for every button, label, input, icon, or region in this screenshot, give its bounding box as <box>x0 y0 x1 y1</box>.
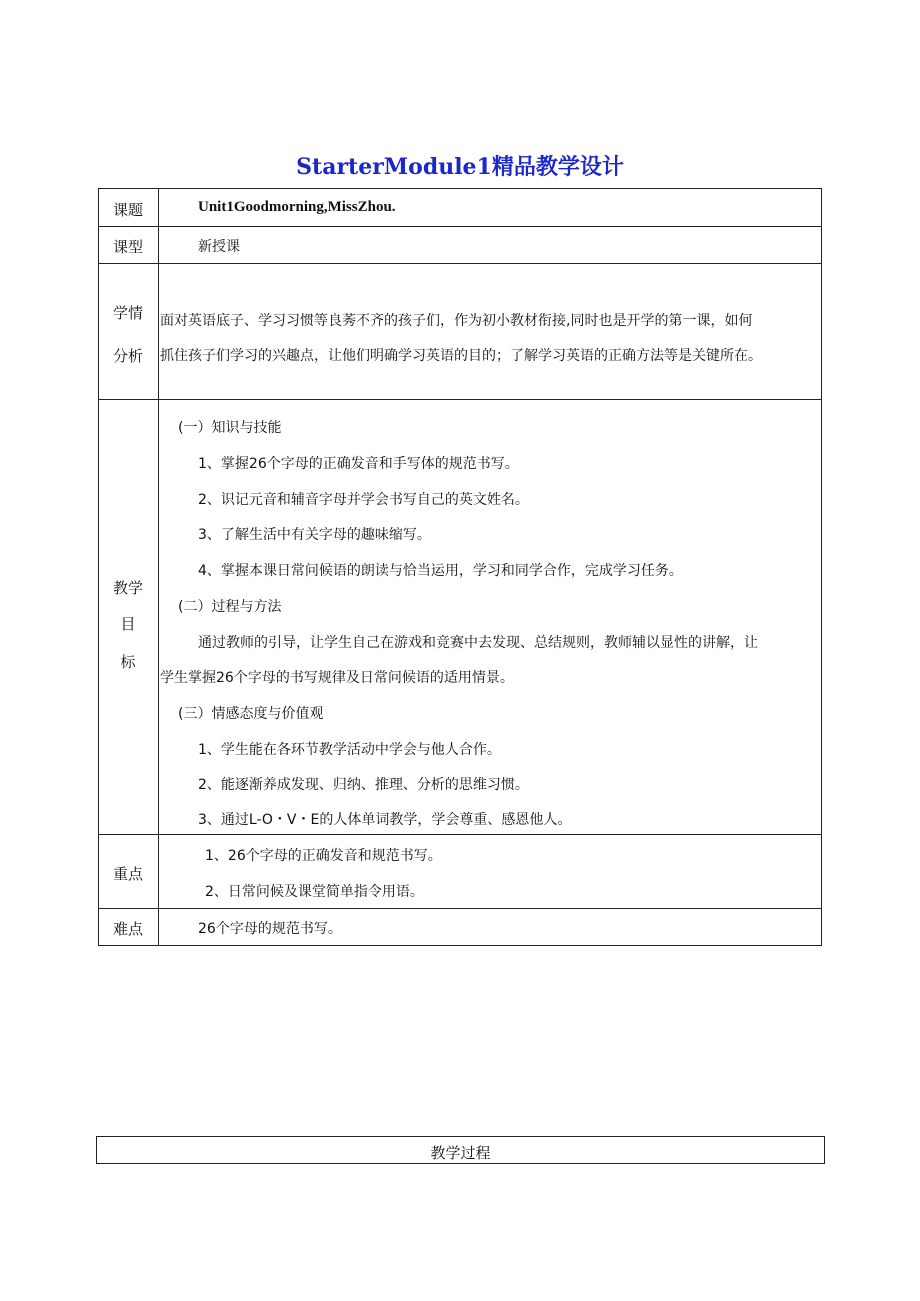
row-divider <box>98 908 822 909</box>
type-label: 课型 <box>112 238 143 256</box>
analysis-line2: 抓住孩子们学习的兴趣点，让他们明确学习英语的目的；了解学习英语的正确方法等是关键所在。 <box>160 348 762 364</box>
goals-process-line2: 学生掌握26个字母的书写规律及日常问候语的适用情景。 <box>160 670 514 686</box>
goals-knowledge-3: 3、了解生活中有关字母的趣味缩写。 <box>198 527 431 543</box>
topic-value: Unit1Goodmorning,MissZhou. <box>198 199 396 215</box>
key-line1: 1、26个字母的正确发音和规范书写。 <box>205 848 442 864</box>
goals-label-line1: 教学 <box>112 579 143 597</box>
column-divider <box>158 188 159 946</box>
goals-knowledge-2: 2、识记元音和辅音字母并学会书写自己的英文姓名。 <box>198 492 529 508</box>
goals-heading-process: (二）过程与方法 <box>178 599 282 615</box>
goals-attitude-3: 3、通过L-O・V・E的人体单词教学，学会尊重、感恩他人。 <box>198 812 572 828</box>
key-line2: 2、日常问候及课堂简单指令用语。 <box>205 884 424 900</box>
key-label: 重点 <box>112 865 143 883</box>
analysis-label-line1: 学情 <box>112 304 143 322</box>
goals-attitude-1: 1、学生能在各环节教学活动中学会与他人合作。 <box>198 742 501 758</box>
topic-label: 课题 <box>112 201 143 219</box>
row-divider <box>98 834 822 835</box>
goals-knowledge-1: 1、掌握26个字母的正确发音和手写体的规范书写。 <box>198 456 519 472</box>
goals-heading-knowledge: (一）知识与技能 <box>178 420 282 436</box>
difficulty-value: 26个字母的规范书写。 <box>198 921 342 937</box>
analysis-label-line2: 分析 <box>112 347 143 365</box>
row-divider <box>98 399 822 400</box>
goals-label-line3: 标 <box>120 653 136 671</box>
goals-label-line2: 目 <box>120 615 136 633</box>
goals-knowledge-4: 4、掌握本课日常问候语的朗读与恰当运用，学习和同学合作，完成学习任务。 <box>198 563 683 579</box>
goals-process-line1: 通过教师的引导，让学生自己在游戏和竞赛中去发现、总结规则，教师辅以显性的讲解，让 <box>198 635 758 651</box>
row-divider <box>98 226 822 227</box>
goals-attitude-2: 2、能逐渐养成发现、归纳、推理、分析的思维习惯。 <box>198 777 529 793</box>
type-value: 新授课 <box>198 239 240 255</box>
process-header: 教学过程 <box>430 1144 491 1162</box>
document-title: StarterModule1精品教学设计 <box>296 154 624 180</box>
analysis-line1: 面对英语底子、学习习惯等良莠不齐的孩子们，作为初小教材衔接,同时也是开学的第一课，如何 <box>160 313 753 329</box>
difficulty-label: 难点 <box>112 920 143 938</box>
process-table <box>96 1136 825 1164</box>
row-divider <box>98 263 822 264</box>
goals-heading-attitude: (三）情感态度与价值观 <box>178 706 324 722</box>
